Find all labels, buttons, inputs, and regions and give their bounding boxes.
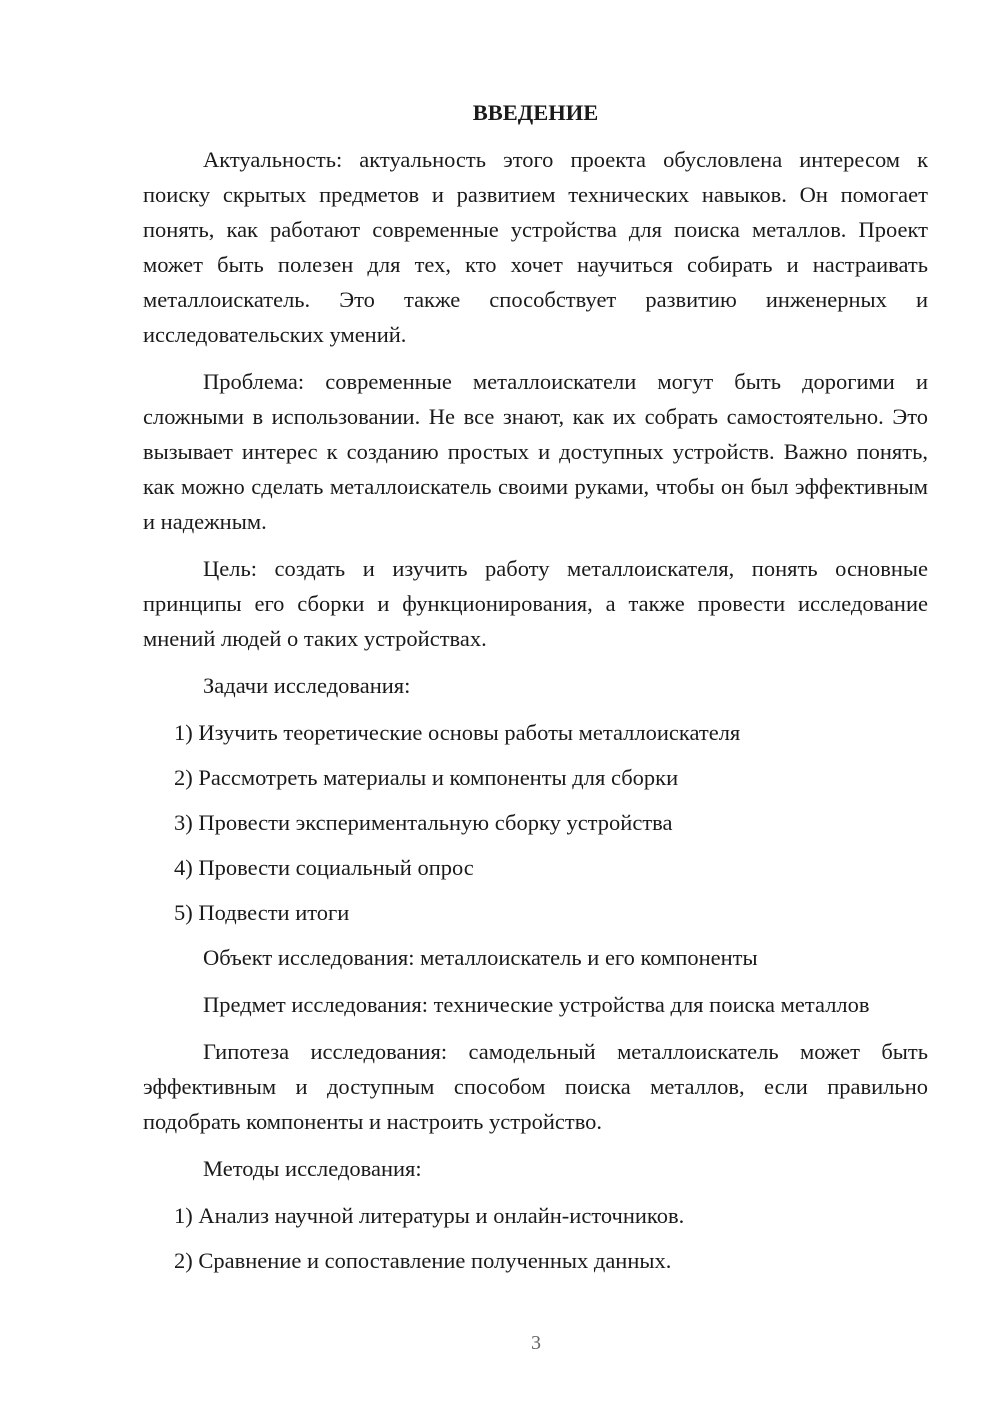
tasks-list [143, 715, 928, 930]
paragraph-object: Объект исследования: металлоискатель и его компоненты [203, 945, 758, 970]
paragraph-tasks-title: Задачи исследования: [203, 673, 411, 698]
paragraph-problem: Проблема: современные металлоискатели могут быть дорогими и сложными в использовании. Не все знают, как их собрать самостоятельно. Это вызывает интерес к созданию простых и доступных устройств. Важно понять, как можно сделать металлоискатель своими руками, чтобы он был эффективным и надежным. [143, 369, 928, 534]
list-item: 2) Рассмотреть материалы и компоненты для сборки [174, 765, 679, 790]
paragraph-relevance: Актуальность: актуальность этого проекта обусловлена интересом к поиску скрытых предметов и развитием технических навыков. Он помогает понять, как работают современные устройства для поиска металлов. Проект может быть полезен для тех, кто хочет научиться собирать и настраивать металлоискатель. Это также способствует развитию инженерных и исследовательских умений. [143, 147, 928, 347]
page-content [143, 95, 928, 1288]
paragraph-hypothesis: Гипотеза исследования: самодельный металлоискатель может быть эффективным и доступным способом поиска металлов, если правильно подобрать компоненты и настроить устройство. [143, 1039, 928, 1134]
section-heading: ВВЕДЕНИЕ [472, 100, 599, 125]
list-item: 1) Изучить теоретические основы работы металлоискателя [174, 720, 741, 745]
paragraph-methods-title: Методы исследования: [203, 1156, 422, 1181]
list-item: 1) Анализ научной литературы и онлайн-источников. [174, 1203, 685, 1228]
list-item: 3) Провести экспериментальную сборку устройства [174, 810, 673, 835]
list-item: 2) Сравнение и сопоставление полученных данных. [174, 1248, 672, 1273]
paragraph-subject: Предмет исследования: технические устройства для поиска металлов [203, 992, 870, 1017]
methods-list [143, 1198, 928, 1278]
list-item: 5) Подвести итоги [174, 900, 350, 925]
list-item: 4) Провести социальный опрос [174, 855, 474, 880]
page-number: 3 [531, 1332, 541, 1354]
paragraph-goal: Цель: создать и изучить работу металлоискателя, понять основные принципы его сборки и функционирования, а также провести исследование мнений людей о таких устройствах. [143, 556, 928, 651]
